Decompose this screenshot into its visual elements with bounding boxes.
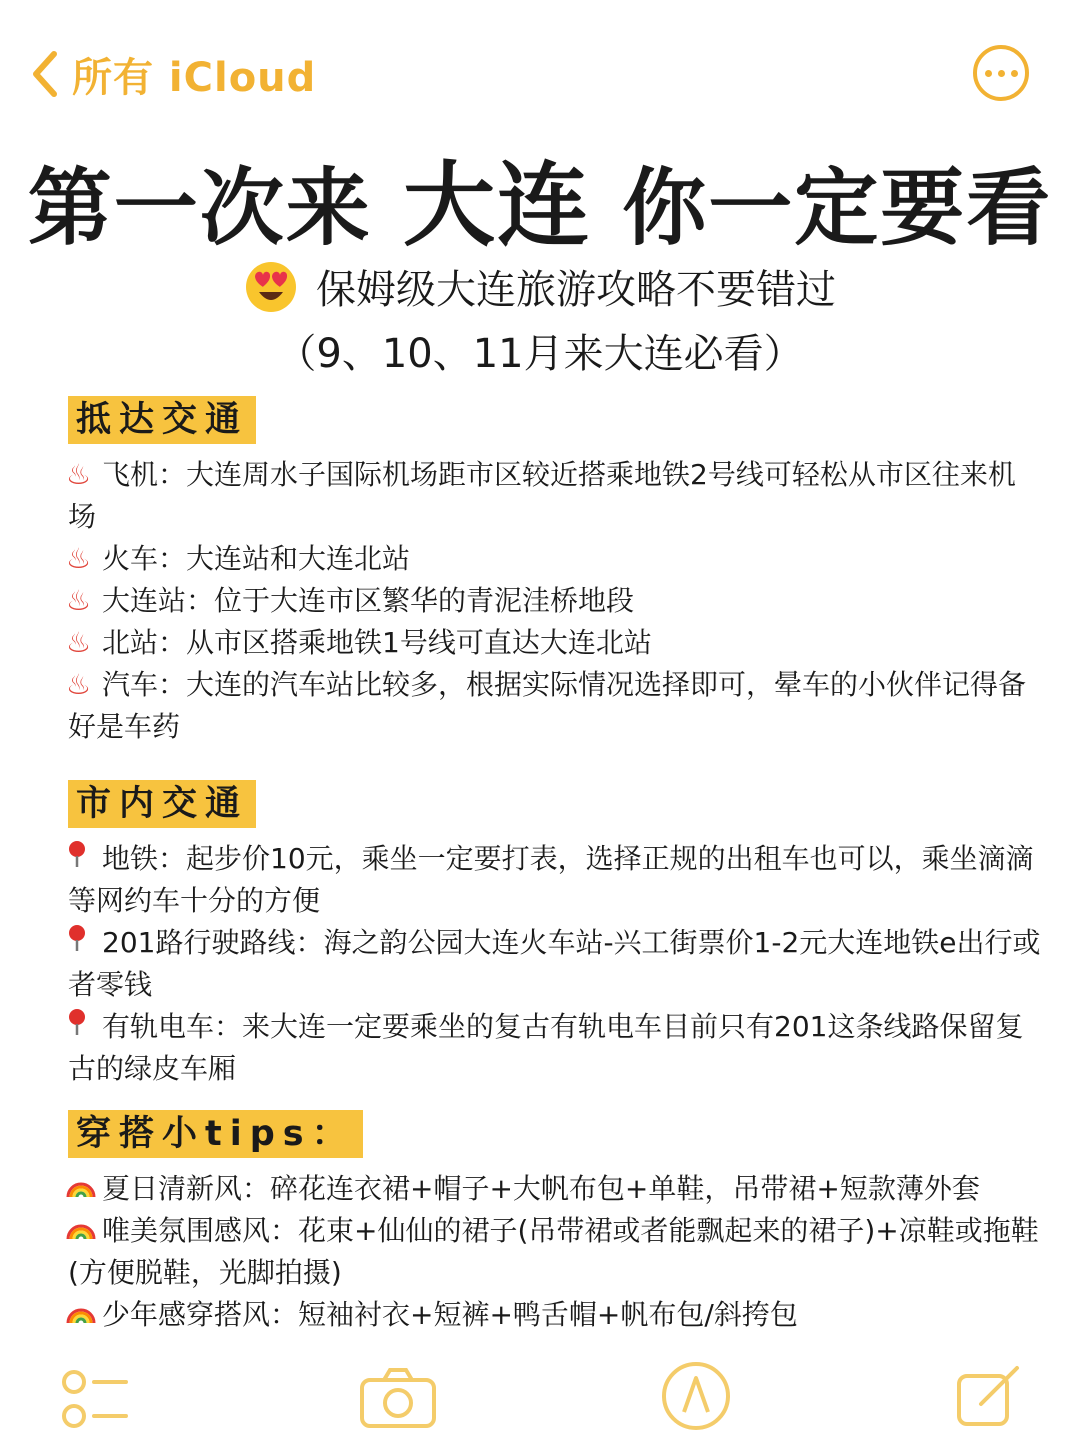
list-item: ♨ 大连站：位于大连市区繁华的青泥洼桥地段 xyxy=(68,580,1043,622)
rainbow-icon xyxy=(66,1168,102,1210)
hot-springs-icon: ♨ xyxy=(66,668,92,701)
list-item: 地铁：起步价10元，乘坐一定要打表，选择正规的出租车也可以，乘坐滴滴等网约车十分的方便 xyxy=(68,838,1043,922)
chevron-left-icon xyxy=(28,48,62,100)
dot xyxy=(985,70,992,77)
title-part-2: 大连 xyxy=(402,152,591,259)
hot-springs-icon: ♨ xyxy=(66,542,92,575)
back-label: 所有 iCloud xyxy=(72,54,317,101)
section-heading: 穿搭小tips： xyxy=(68,1110,363,1158)
list-item: ♨ 汽车：大连的汽车站比较多，根据实际情况选择即可，晕车的小伙伴记得备好是车药 xyxy=(68,664,1043,748)
more-options-button[interactable] xyxy=(973,45,1029,101)
hot-springs-icon: ♨ xyxy=(66,584,92,617)
section-heading: 市内交通 xyxy=(68,780,256,828)
list-item: ♨ 北站：从市区搭乘地铁1号线可直达大连北站 xyxy=(68,622,1043,664)
top-navigation-bar xyxy=(0,0,1080,150)
note-title xyxy=(0,132,1080,264)
title-part-1: 第一次来 xyxy=(27,159,403,257)
camera-icon[interactable] xyxy=(358,1366,438,1430)
section-heading: 抵达交通 xyxy=(68,396,256,444)
markup-pen-icon[interactable] xyxy=(660,1360,732,1432)
back-button[interactable] xyxy=(28,48,316,100)
compose-icon[interactable] xyxy=(955,1362,1023,1430)
list-item: 少年感穿搭风：短袖衬衣+短裤+鸭舌帽+帆布包/斜挎包 xyxy=(68,1294,1043,1336)
dot xyxy=(998,70,1005,77)
hot-springs-icon: ♨ xyxy=(66,458,92,491)
section-city-transport xyxy=(68,780,1043,1090)
arrival-list xyxy=(68,454,1043,748)
section-outfit-tips xyxy=(68,1110,1043,1336)
list-item: 201路行驶路线：海之韵公园大连火车站-兴工街票价1-2元大连地铁e出行或者零钱 xyxy=(68,922,1043,1006)
dot xyxy=(1011,70,1018,77)
heart-eyes-face-icon xyxy=(244,260,298,314)
title-part-3: 你一定要看 xyxy=(591,159,1053,257)
rainbow-icon xyxy=(66,1294,102,1336)
pushpin-icon xyxy=(66,838,102,880)
pushpin-icon xyxy=(66,922,102,964)
section-arrival-transport xyxy=(68,396,1043,748)
hot-springs-icon: ♨ xyxy=(66,626,92,659)
rainbow-icon xyxy=(66,1210,102,1252)
outfit-list xyxy=(68,1168,1043,1336)
list-item: 有轨电车：来大连一定要乘坐的复古有轨电车目前只有201这条线路保留复古的绿皮车厢 xyxy=(68,1006,1043,1090)
checklist-icon[interactable] xyxy=(60,1368,130,1434)
bottom-toolbar xyxy=(0,1350,1080,1439)
subtitle-text: 保姆级大连旅游攻略不要错过 xyxy=(316,267,836,313)
subtitle-line-2: （9、10、11月来大连必看） xyxy=(276,331,804,377)
pushpin-icon xyxy=(66,1006,102,1048)
list-item: 唯美氛围感风：花束+仙仙的裙子(吊带裙或者能飘起来的裙子)+凉鞋或拖鞋(方便脱鞋，光脚拍摄) xyxy=(68,1210,1043,1294)
list-item: ♨ 火车：大连站和大连北站 xyxy=(68,538,1043,580)
subtitle-line-1 xyxy=(0,258,1080,315)
list-item: ♨ 飞机：大连周水子国际机场距市区较近搭乘地铁2号线可轻松从市区往来机场 xyxy=(68,454,1043,538)
list-item: 夏日清新风：碎花连衣裙+帽子+大帆布包+单鞋，吊带裙+短款薄外套 xyxy=(68,1168,1043,1210)
city-list xyxy=(68,838,1043,1090)
